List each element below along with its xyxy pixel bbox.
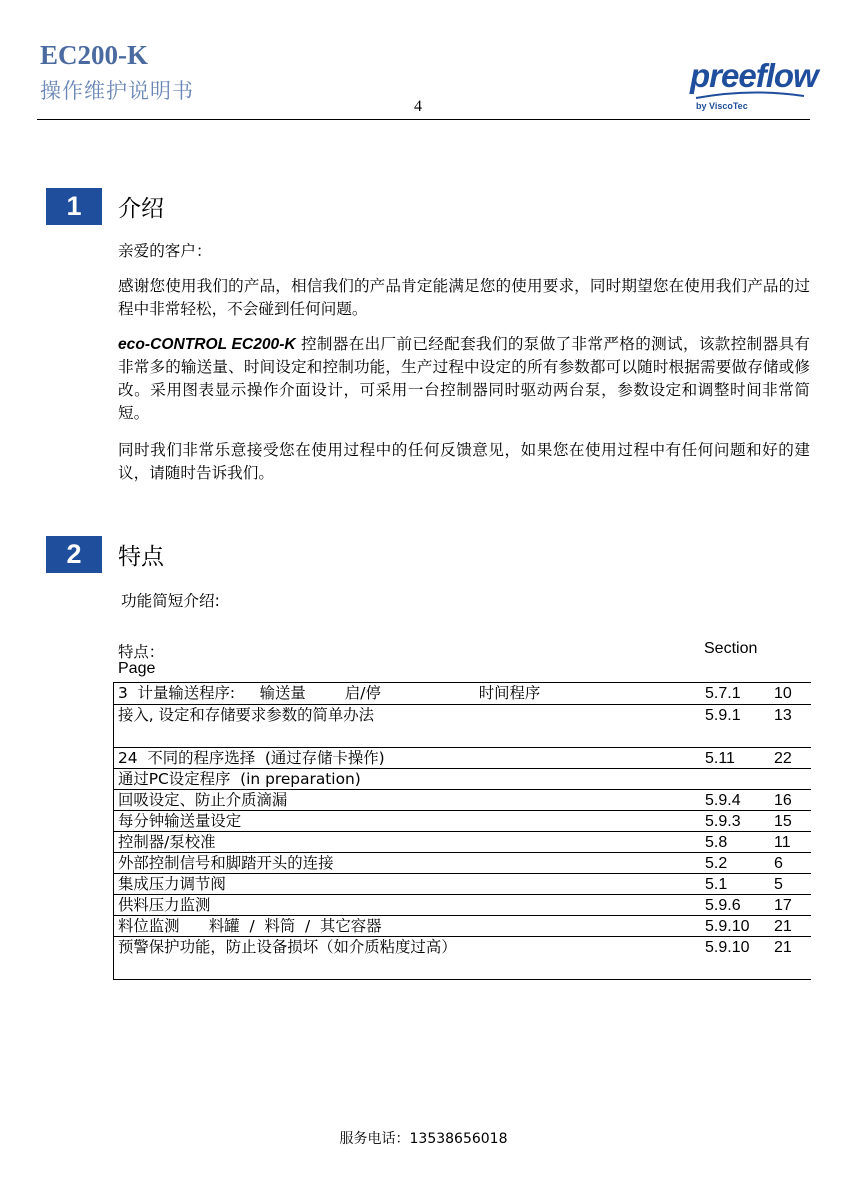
- feature-cell: 24 不同的程序选择 (通过存储卡操作): [118, 749, 385, 767]
- logo-wordmark: preeflow: [690, 57, 818, 94]
- page-cell: 13: [774, 707, 792, 724]
- header-divider: [37, 119, 810, 120]
- feature-cell: 通过PC设定程序 (in preparation): [118, 770, 361, 788]
- page-cell: 16: [774, 792, 792, 809]
- section-cell: 5.8: [705, 834, 728, 851]
- table-row: [114, 704, 811, 747]
- page-cell: 21: [774, 939, 792, 956]
- section-cell: 5.11: [705, 750, 735, 767]
- section-cell: 5.2: [705, 855, 728, 872]
- feature-cell: 预警保护功能，防止设备损坏（如介质粘度过高）: [118, 938, 457, 956]
- intro-paragraph-3: 同时我们非常乐意接受您在使用过程中的任何反馈意见，如果您在使用过程中有任何问题和好的建议，请随时告诉我们。: [118, 441, 810, 482]
- section-cell: 5.9.1: [705, 707, 741, 724]
- column-header-page: Page: [118, 660, 156, 677]
- section-2-title: 特点: [118, 544, 164, 570]
- service-phone-footer: 服务电话：13538656018: [339, 1131, 508, 1147]
- section-cell: 5.9.3: [705, 813, 741, 830]
- page-cell: 15: [774, 813, 792, 830]
- column-header-section: Section: [704, 640, 758, 657]
- section-cell: 5.9.4: [705, 792, 741, 809]
- page-cell: 21: [774, 918, 792, 935]
- table-row: [114, 789, 811, 810]
- page-number: 4: [414, 98, 422, 115]
- column-header-feature: 特点：: [118, 643, 165, 661]
- section-1-badge: 1: [46, 188, 102, 225]
- preeflow-logo: [690, 57, 818, 118]
- table-header: [118, 638, 810, 682]
- feature-cell: 控制器/泵校准: [118, 833, 216, 851]
- table-row: [114, 915, 811, 936]
- page-cell: 17: [774, 897, 792, 914]
- feature-cell: 外部控制信号和脚踏开头的连接: [118, 854, 334, 872]
- page-cell: 22: [774, 750, 792, 767]
- section-cell: 5.9.10: [705, 939, 750, 956]
- table-row: [114, 683, 811, 704]
- section-2-badge: 2: [46, 536, 102, 573]
- feature-cell: 集成压力调节阀: [118, 875, 226, 893]
- table-row: [114, 894, 811, 915]
- product-name: eco-CONTROL EC200-K: [118, 336, 296, 353]
- logo-swoosh-icon: [694, 90, 806, 100]
- intro-paragraph-2: [118, 333, 810, 425]
- feature-cell: 供料压力监测: [118, 896, 211, 914]
- section-1-title: 介绍: [118, 196, 164, 222]
- page-cell: 10: [774, 685, 792, 702]
- table-row: [114, 810, 811, 831]
- table-row: [114, 873, 811, 894]
- intro-paragraph-2-body: 控制器在出厂前已经配套我们的泵做了非常严格的测试，该款控制器具有非常多的输送量、时间设定和控制功能，生产过程中设定的所有参数都可以随时根据需要做存储或修改。采用图表显示操作介面设计，可采用一台控制器同时驱动两台泵，参数设定和调整时间非常简短。: [118, 335, 810, 422]
- table-row: [114, 831, 811, 852]
- feature-cell: 回吸设定、防止介质滴漏: [118, 791, 288, 809]
- section-cell: 5.7.1: [705, 685, 741, 702]
- feature-cell: 3 计量输送程序: 输送量 启/停 时间程序: [118, 684, 541, 702]
- document-subtitle: 操作维护说明书: [40, 79, 194, 103]
- feature-cell: 接入, 设定和存储要求参数的简单办法: [118, 706, 375, 724]
- table-row: [114, 936, 811, 979]
- feature-cell: 料位监测 料罐 / 料筒 / 其它容器: [118, 917, 382, 935]
- page-cell: 6: [774, 855, 783, 872]
- section-cell: 5.9.6: [705, 897, 741, 914]
- document-title: EC200-K: [40, 40, 148, 70]
- logo-byline: by ViscoTec: [696, 101, 748, 111]
- table-body: [113, 682, 811, 980]
- table-row: [114, 747, 811, 768]
- table-row: [114, 768, 811, 789]
- page-cell: 11: [774, 834, 791, 851]
- feature-cell: 每分钟输送量设定: [118, 812, 242, 830]
- intro-paragraph-1: 感谢您使用我们的产品，相信我们的产品肯定能满足您的使用要求，同时期望您在使用我们产品的过程中非常轻松，不会碰到任何问题。: [118, 277, 810, 318]
- greeting-text: 亲爱的客户：: [118, 242, 212, 260]
- features-intro: 功能简短介绍:: [121, 592, 220, 610]
- page-cell: 5: [774, 876, 783, 893]
- section-cell: 5.9.10: [705, 918, 750, 935]
- table-row: [114, 852, 811, 873]
- section-cell: 5.1: [705, 876, 728, 893]
